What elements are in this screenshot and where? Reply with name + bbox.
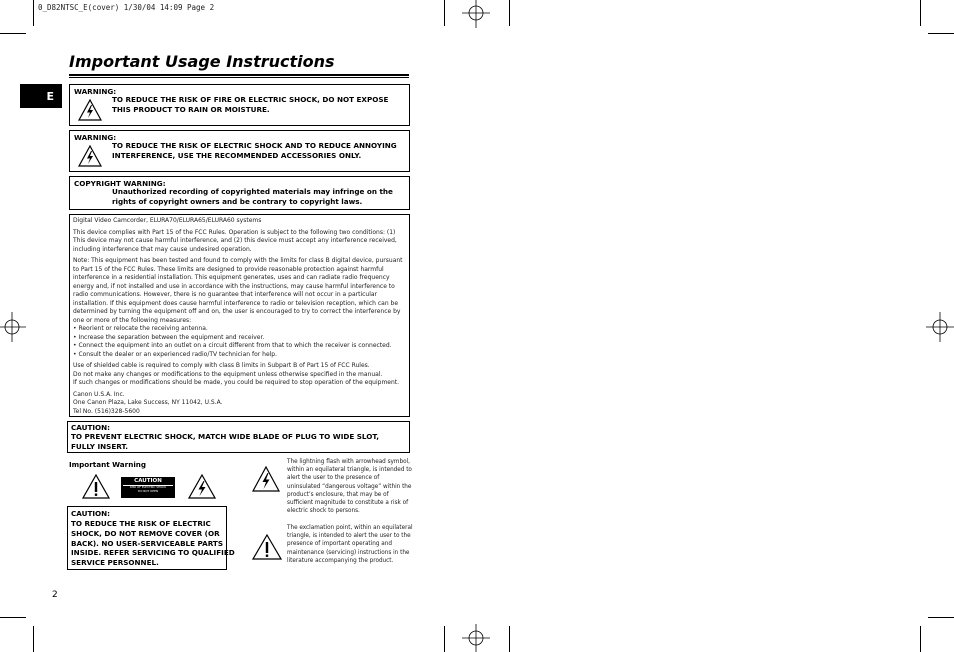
warning-text: TO REDUCE THE RISK OF ELECTRIC SHOCK AND TO REDUCE ANNOYING INTERFERENCE, USE THE RECOMMENDED ACCESSORIES ONLY. <box>112 141 397 160</box>
fcc-paragraph: Use of shielded cable is required to comply with class B limits in Subpart B of Part 15 of FCC Rules. <box>73 362 370 369</box>
important-warning-heading: Important Warning <box>69 460 147 469</box>
lightning-warning-icon <box>78 99 102 121</box>
warning-label: WARNING: <box>74 133 117 142</box>
language-tab-label: E <box>46 89 54 103</box>
warning-text: TO REDUCE THE RISK OF FIRE OR ELECTRIC SHOCK, DO NOT EXPOSE THIS PRODUCT TO RAIN OR MOISTURE. <box>112 95 389 114</box>
caution-cover-line: SERVICE PERSONNEL. <box>71 558 159 568</box>
caution-cover-line: SHOCK, DO NOT REMOVE COVER (OR <box>71 528 220 538</box>
fcc-bullet: • Connect the equipment into an outlet on a circuit different from that to which the receiver is connected. <box>73 342 392 349</box>
language-tab <box>20 84 62 108</box>
fcc-paragraph: If such changes or modifications should be made, you could be required to stop operation of the equipment. <box>73 379 400 386</box>
registration-mark-icon <box>0 310 26 344</box>
crop-mark <box>928 33 954 34</box>
fcc-paragraph: This device complies with Part 15 of the FCC Rules. Operation is subject to the following two conditions: (1) This device may not cause harmful interference, and (2) this device must accept any interference received, including interference that may cause undesired operation. <box>73 228 397 253</box>
caution-plug-box <box>67 421 410 453</box>
lightning-symbol-description: The lightning flash with arrowhead symbol, within an equilateral triangle, is intended to alert the user to the presence of uninsulated “dangerous voltage” within the product’s enclosure, that may be of sufficient magnitude to constitute a risk of electric shock to persons. <box>287 459 412 515</box>
lightning-warning-icon <box>252 466 280 492</box>
fcc-paragraph: Note: This equipment has been tested and found to comply with the limits for class B digital device, pursuant to Part 15 of the FCC Rules. These limits are designed to provide reasonable protection against harmful interference in a residential installation. This equipment generates, uses and can radiate radio frequency energy and, if not installed and use in accordance with the instructions, may cause harmful interference to radio communications. However, there is no guarantee that interference will not occur in a particular installation. If this equipment does cause harmful interference to radio or television reception, which can be determined by turning the equipment off and on, the user is encouraged to try to correct the interference by one or more of the following measures: <box>73 257 403 324</box>
crop-mark <box>33 0 34 26</box>
address-line: Tel No. (516)328-5600 <box>73 407 140 415</box>
registration-mark-icon <box>926 310 954 344</box>
address-line: One Canon Plaza, Lake Success, NY 11042, U.S.A. <box>73 399 223 406</box>
exclamation-symbol-description: The exclamation point, within an equilateral triangle, is intended to alert the user to the presence of important operating and maintenance (servicing) instructions in the literature accompanying the product. <box>287 525 413 564</box>
lightning-warning-icon <box>78 145 102 167</box>
caution-label: CAUTION: <box>71 509 111 518</box>
copyright-warning-box <box>69 176 410 210</box>
caution-cover-line: BACK). NO USER-SERVICEABLE PARTS <box>71 538 224 548</box>
fcc-bullet: • Increase the separation between the equipment and receiver. <box>73 333 265 341</box>
crop-mark <box>444 626 445 652</box>
address-line: Canon U.S.A. Inc. <box>73 390 125 398</box>
caution-cover-line: TO REDUCE THE RISK OF ELECTRIC <box>71 519 211 528</box>
caution-graphic-heading: CAUTION <box>123 478 173 486</box>
caution-label: CAUTION: <box>71 423 111 432</box>
copyright-warning-text: Unauthorized recording of copyrighted materials may infringe on the rights of copyright owners and be contrary to copyright laws. <box>112 187 393 206</box>
crop-mark <box>928 617 954 618</box>
caution-cover-line: INSIDE. REFER SERVICING TO QUALIFIED <box>71 548 235 558</box>
caution-cover-box <box>67 506 235 570</box>
registration-mark-icon <box>460 0 492 28</box>
warning-box-interference <box>69 130 410 172</box>
fcc-model: Digital Video Camcorder, ELURA70/ELURA65/ELURA60 systems <box>73 217 262 224</box>
warning-box-fire <box>69 84 410 126</box>
page-number: 2 <box>52 590 58 600</box>
crop-mark <box>920 0 921 26</box>
crop-mark <box>509 0 510 26</box>
print-slug: 0_D82NTSC_E(cover) 1/30/04 14:09 Page 2 <box>38 3 215 12</box>
warning-label: WARNING: <box>74 87 117 96</box>
fcc-paragraph: Do not make any changes or modifications to the equipment unless otherwise specified in the manual. <box>73 370 383 378</box>
crop-mark <box>0 617 26 618</box>
page-title: Important Usage Instructions <box>69 52 335 71</box>
registration-mark-icon <box>460 624 492 652</box>
crop-mark <box>0 33 26 34</box>
title-rule <box>69 77 409 78</box>
fcc-bullet: • Reorient or relocate the receiving antenna. <box>73 325 208 332</box>
caution-plug-text: TO PREVENT ELECTRIC SHOCK, MATCH WIDE BLADE OF PLUG TO WIDE SLOT, FULLY INSERT. <box>71 432 379 451</box>
title-rule <box>69 74 409 76</box>
fcc-bullet: • Consult the dealer or an experienced radio/TV technician for help. <box>73 350 278 358</box>
caution-label-graphic <box>121 477 175 498</box>
exclamation-warning-icon <box>252 534 282 560</box>
exclamation-warning-icon <box>82 474 110 499</box>
copyright-warning-label: COPYRIGHT WARNING: <box>74 179 166 188</box>
crop-mark <box>509 626 510 652</box>
caution-graphic-line: DO NOT OPEN <box>138 488 158 493</box>
caution-graphic-line: RISK OF ELECTRIC SHOCK <box>129 485 167 489</box>
crop-mark <box>444 0 445 26</box>
fcc-compliance-text <box>73 217 407 416</box>
crop-mark <box>920 626 921 652</box>
crop-mark <box>33 626 34 652</box>
lightning-warning-icon <box>188 474 216 499</box>
